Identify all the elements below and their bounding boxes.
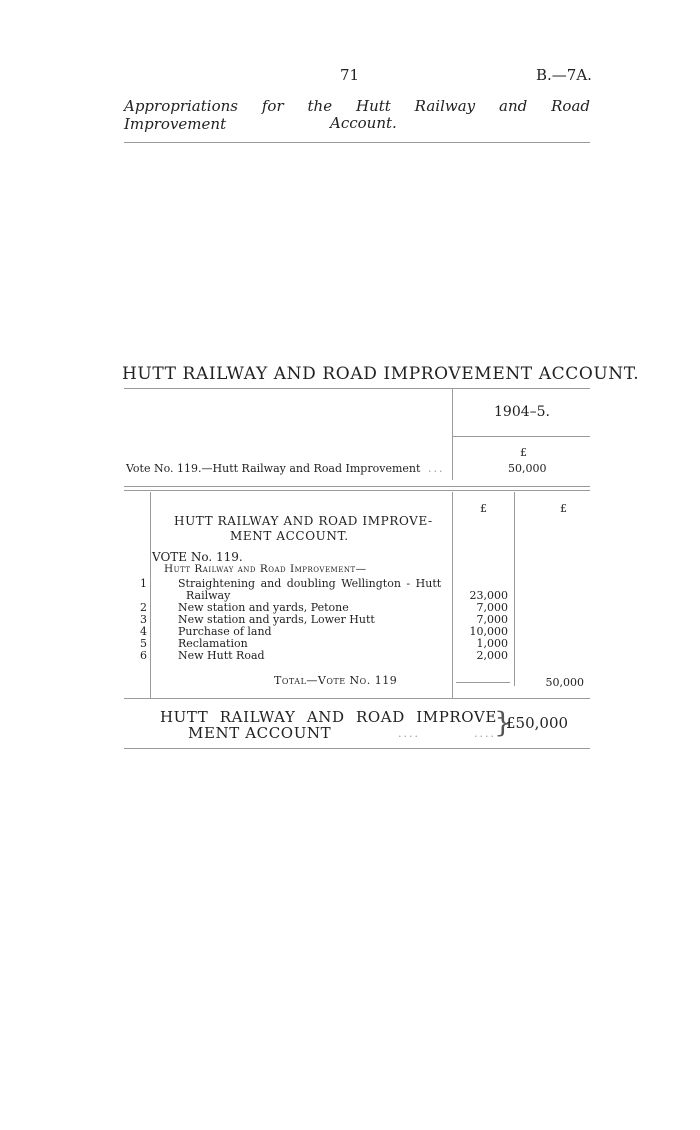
summary-currency: £ (520, 446, 527, 459)
item-number-1: 1 (140, 577, 147, 590)
item-amount-4: 10,000 (469, 625, 508, 638)
detail-col1-currency: £ (480, 502, 487, 515)
summary-bottom-rule (124, 486, 590, 487)
item-number-4: 4 (140, 625, 147, 638)
summary-column-divider (452, 388, 453, 480)
item-amount-2: 7,000 (476, 601, 508, 614)
detail-subheading: Hutt Railway and Road Improvement— (164, 563, 367, 575)
footer-dots-2: .... (474, 727, 496, 740)
header-rule (124, 142, 590, 143)
detail-title-line-2: MENT ACCOUNT. (230, 529, 349, 543)
vote-label: Vote No. 119.—Hutt Railway and Road Improvement (126, 462, 421, 475)
caption-line-1: Appropriations for the Hutt Railway and Road Improvement (124, 97, 590, 133)
vote-dots: ... (428, 462, 445, 475)
item-description-4: Purchase of land (178, 625, 272, 638)
item-description-1: Straightening and doubling Wellington - Hutt (178, 577, 442, 590)
summary-title: HUTT RAILWAY AND ROAD IMPROVEMENT ACCOUNT. (122, 364, 640, 384)
item-amount-5: 1,000 (476, 637, 508, 650)
total-amount: 50,000 (545, 676, 584, 689)
footer-brace: } (494, 706, 512, 739)
item-amount-1: 23,000 (469, 589, 508, 602)
total-label: Total—Vote No. 119 (274, 674, 398, 687)
footer-dots-1: .... (398, 727, 420, 740)
summary-bottom-rule-2 (124, 490, 590, 491)
footer-line-1: HUTT RAILWAY AND ROAD IMPROVE- (160, 708, 503, 726)
item-amount-6: 2,000 (476, 649, 508, 662)
summary-year: 1904–5. (494, 404, 550, 420)
item-number-6: 6 (140, 649, 147, 662)
page-number: 71 (340, 66, 360, 84)
detail-title-line-1: HUTT RAILWAY AND ROAD IMPROVE- (174, 514, 433, 528)
detail-col1-divider (452, 492, 453, 698)
item-description-1-cont: Railway (186, 589, 231, 602)
item-description-6: New Hutt Road (178, 649, 265, 662)
item-number-3: 3 (140, 613, 147, 626)
item-description-5: Reclamation (178, 637, 248, 650)
item-number-5: 5 (140, 637, 147, 650)
footer-line-2: MENT ACCOUNT (188, 724, 332, 742)
document-reference: B.—7A. (536, 66, 592, 84)
caption-line-2: Account. (330, 114, 397, 132)
item-amount-3: 7,000 (476, 613, 508, 626)
item-description-3: New station and yards, Lower Hutt (178, 613, 375, 626)
detail-col2-divider (514, 492, 515, 686)
detail-left-divider (150, 492, 151, 698)
summary-top-rule (124, 388, 590, 389)
total-subtotal-rule (456, 682, 510, 683)
footer-amount: £50,000 (506, 714, 569, 732)
detail-bottom-rule (124, 698, 590, 699)
vote-amount: 50,000 (508, 462, 547, 475)
footer-rule (124, 748, 590, 749)
item-description-2: New station and yards, Petone (178, 601, 349, 614)
detail-col2-currency: £ (560, 502, 567, 515)
vote-heading: VOTE No. 119. (152, 550, 243, 564)
summary-year-rule (452, 436, 590, 437)
item-number-2: 2 (140, 601, 147, 614)
